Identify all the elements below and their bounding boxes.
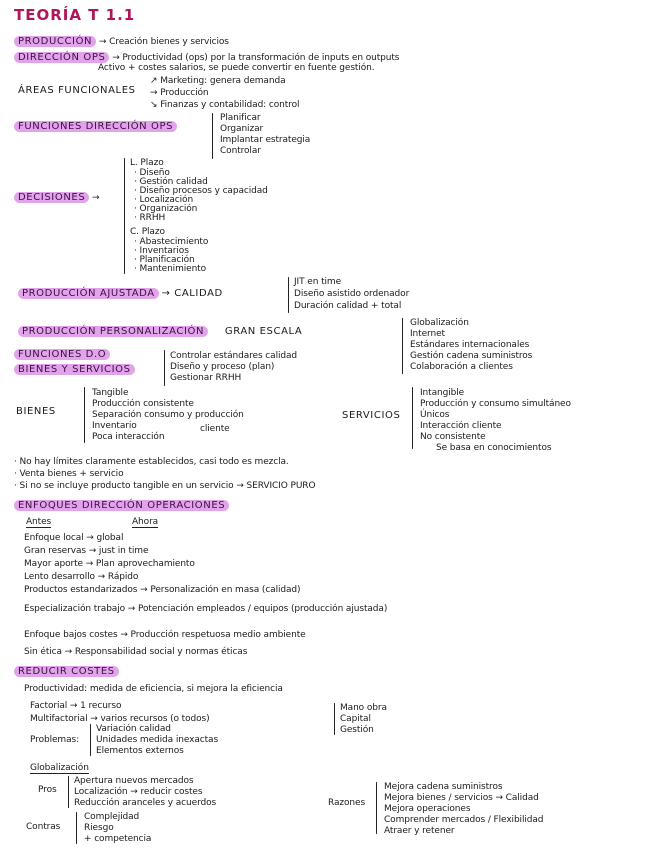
enfoques-row: Enfoque local → global bbox=[24, 533, 124, 543]
funciones-do-line2 bbox=[14, 364, 135, 376]
funciones-do-line1 bbox=[14, 349, 110, 361]
produccion-line bbox=[14, 36, 229, 48]
problema-item: Unidades medida inexactas bbox=[96, 735, 219, 745]
ajustada-arrow: → CALIDAD bbox=[161, 288, 223, 299]
bienes-extra: cliente bbox=[200, 424, 230, 434]
contra-item: Complejidad bbox=[84, 812, 140, 822]
enfoques-antes: Antes bbox=[26, 517, 52, 527]
ajustada-item: Duración calidad + total bbox=[294, 301, 402, 311]
productividad: Productividad: medida de eficiencia, si mejora la eficiencia bbox=[24, 684, 283, 694]
lp-item: · Localización bbox=[134, 195, 194, 205]
enfoques-row: Productos estandarizados → Personalización en masa (calidad) bbox=[24, 585, 301, 595]
areas-item: → Producción bbox=[150, 88, 209, 98]
bienes-item: Tangible bbox=[92, 388, 129, 398]
lp-item: · RRHH bbox=[134, 213, 166, 223]
personalizacion-extra: GRAN ESCALA bbox=[224, 326, 303, 337]
razon-item: Mejora bienes / servicios → Calidad bbox=[384, 793, 539, 803]
contra-item: + competencia bbox=[84, 834, 152, 844]
factor-item: Gestión bbox=[340, 725, 374, 735]
funciones-item: Controlar bbox=[220, 146, 261, 156]
razon-item: Mejora operaciones bbox=[384, 804, 471, 814]
pros-brace bbox=[68, 776, 69, 808]
cp-item: · Mantenimiento bbox=[134, 264, 207, 274]
bienes-item: Producción consistente bbox=[92, 399, 194, 409]
pro-item: Apertura nuevos mercados bbox=[74, 776, 194, 786]
direccion-ops-line2: Activo + costes salarios, se puede convertir en fuente gestión. bbox=[98, 63, 375, 73]
funciones-do-brace bbox=[164, 350, 165, 386]
globalizacion-head: Globalización bbox=[30, 763, 89, 773]
lp-item: · Organización bbox=[134, 204, 198, 214]
lp-item: · Gestión calidad bbox=[134, 177, 208, 187]
problemas-brace bbox=[90, 724, 91, 756]
direccion-ops-label: DIRECCIÓN OPS bbox=[14, 52, 109, 63]
personalizacion-brace bbox=[402, 318, 403, 374]
reducir-line bbox=[14, 666, 119, 678]
razon-item: Comprender mercados / Flexibilidad bbox=[384, 815, 544, 825]
produccion-text: → Creación bienes y servicios bbox=[98, 37, 229, 47]
factor-item: Capital bbox=[340, 714, 371, 724]
pros-label: Pros bbox=[38, 785, 57, 795]
lp-item: · Diseño procesos y capacidad bbox=[134, 186, 268, 196]
funciones-do-item: Diseño y proceso (plan) bbox=[170, 362, 275, 372]
personalizacion-item: Estándares internacionales bbox=[410, 340, 530, 350]
personalizacion-label: PRODUCCIÓN PERSONALIZACIÓN bbox=[18, 326, 208, 337]
bienes-brace bbox=[84, 387, 85, 443]
funciones-do-label1: FUNCIONES D.O bbox=[14, 349, 110, 360]
reducir-label: REDUCIR COSTES bbox=[14, 666, 119, 677]
contra-item: Riesgo bbox=[84, 823, 114, 833]
razones-label: Razones bbox=[328, 798, 366, 808]
ajustada-label: PRODUCCIÓN AJUSTADA bbox=[18, 288, 159, 299]
servicios-item: Se basa en conocimientos bbox=[436, 443, 552, 453]
nota: · No hay límites claramente establecidos, casi todo es mezcla. bbox=[14, 457, 289, 467]
enfoques-row: Especialización trabajo → Potenciación empleados / equipos (producción ajustada) bbox=[24, 604, 388, 614]
cp-item: · Abastecimiento bbox=[134, 237, 209, 247]
decisiones-label: DECISIONES bbox=[14, 192, 89, 203]
servicios-item: No consistente bbox=[420, 432, 486, 442]
enfoques-row: Gran reservas → just in time bbox=[24, 546, 149, 556]
areas-item: ↗ Marketing: genera demanda bbox=[150, 76, 286, 86]
servicios-item: Interacción cliente bbox=[420, 421, 502, 431]
enfoques-line bbox=[14, 500, 229, 512]
funciones-label: FUNCIONES DIRECCIÓN OPS bbox=[14, 121, 177, 132]
servicios-item: Producción y consumo simultáneo bbox=[420, 399, 571, 409]
personalizacion-item: Internet bbox=[410, 329, 445, 339]
pro-item: Localización → reducir costes bbox=[74, 787, 203, 797]
ajustada-item: Diseño asistido ordenador bbox=[294, 289, 410, 299]
razon-item: Mejora cadena suministros bbox=[384, 782, 503, 792]
personalizacion-item: Globalización bbox=[410, 318, 469, 328]
lp-item: · Diseño bbox=[134, 168, 170, 178]
areas-label: ÁREAS FUNCIONALES bbox=[18, 85, 136, 96]
funciones-line bbox=[14, 121, 177, 133]
funciones-do-label2: BIENES Y SERVICIOS bbox=[14, 364, 135, 375]
decisiones-brace bbox=[124, 158, 125, 274]
funciones-item: Implantar estrategia bbox=[220, 135, 311, 145]
enfoques-row: Sin ética → Responsabilidad social y normas éticas bbox=[24, 647, 248, 657]
personalizacion-line bbox=[18, 326, 302, 338]
funciones-brace bbox=[212, 113, 213, 159]
enfoques-ahora: Ahora bbox=[132, 517, 159, 527]
bienes-label: BIENES bbox=[16, 406, 56, 417]
ajustada-item: JIT en time bbox=[294, 277, 342, 287]
cp-head: C. Plazo bbox=[130, 227, 165, 237]
multifactorial: Multifactorial → varios recursos (o todos) bbox=[30, 714, 210, 724]
pro-item: Reducción aranceles y acuerdos bbox=[74, 798, 217, 808]
servicios-brace bbox=[412, 387, 413, 449]
problema-item: Variación calidad bbox=[96, 724, 171, 734]
problema-item: Elementos externos bbox=[96, 746, 184, 756]
lp-head: L. Plazo bbox=[130, 158, 164, 168]
contras-label: Contras bbox=[26, 822, 61, 832]
cp-item: · Inventarios bbox=[134, 246, 189, 256]
funciones-item: Organizar bbox=[220, 124, 264, 134]
produccion-label: PRODUCCIÓN bbox=[14, 36, 96, 47]
personalizacion-item: Colaboración a clientes bbox=[410, 362, 513, 372]
page-title: TEORÍA T 1.1 bbox=[14, 6, 136, 24]
bienes-item: Poca interacción bbox=[92, 432, 165, 442]
bienes-item: Separación consumo y producción bbox=[92, 410, 244, 420]
areas-item: ↘ Finanzas y contabilidad: control bbox=[150, 100, 300, 110]
factorial: Factorial → 1 recurso bbox=[30, 701, 122, 711]
enfoques-row: Mayor aporte → Plan aprovechamiento bbox=[24, 559, 195, 569]
servicios-item: Intangible bbox=[420, 388, 465, 398]
nota: · Si no se incluye producto tangible en un servicio → SERVICIO PURO bbox=[14, 481, 316, 491]
funciones-item: Planificar bbox=[220, 113, 261, 123]
servicios-item: Únicos bbox=[420, 410, 450, 420]
cp-item: · Planificación bbox=[134, 255, 195, 265]
servicios-label: SERVICIOS bbox=[342, 410, 401, 421]
enfoques-row: Lento desarrollo → Rápido bbox=[24, 572, 139, 582]
funciones-do-item: Gestionar RRHH bbox=[170, 373, 242, 383]
direccion-ops-line1: → Productividad (ops) por la transformación de inputs en outputs bbox=[112, 53, 400, 63]
enfoques-row: Enfoque bajos costes → Producción respetuosa medio ambiente bbox=[24, 630, 306, 640]
nota: · Venta bienes + servicio bbox=[14, 469, 124, 479]
bienes-item: Inventario bbox=[92, 421, 137, 431]
contras-brace bbox=[76, 812, 77, 844]
ajustada-line bbox=[18, 288, 223, 300]
razon-item: Atraer y retener bbox=[384, 826, 455, 836]
razones-brace bbox=[376, 782, 377, 834]
personalizacion-item: Gestión cadena suministros bbox=[410, 351, 533, 361]
problemas-label: Problemas: bbox=[30, 735, 80, 745]
factor-item: Mano obra bbox=[340, 703, 387, 713]
decisiones-line: DECISIONES → bbox=[14, 192, 99, 204]
ajustada-brace bbox=[288, 277, 289, 313]
enfoques-label: ENFOQUES DIRECCIÓN OPERACIONES bbox=[14, 500, 229, 511]
funciones-do-item: Controlar estándares calidad bbox=[170, 351, 298, 361]
factores-brace bbox=[334, 703, 335, 735]
